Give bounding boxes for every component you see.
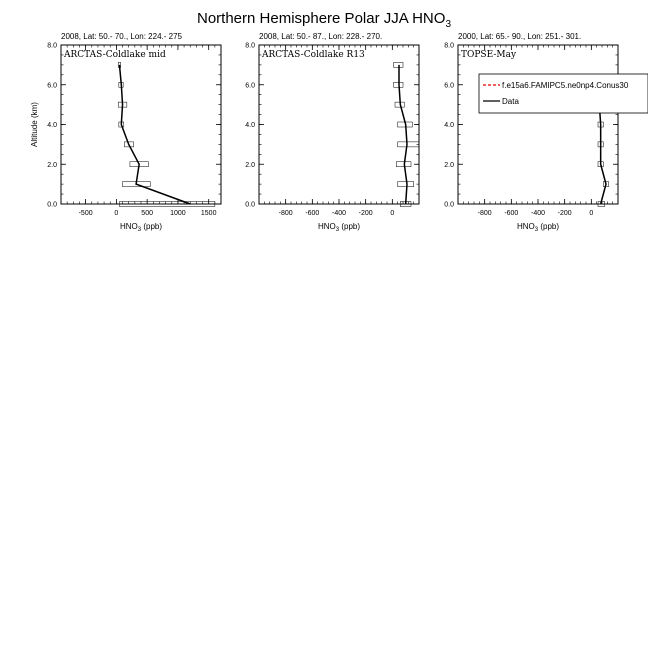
- axis-ticks: [245, 43, 419, 218]
- y-tick-label: 8.0: [47, 42, 57, 50]
- legend-label-model: f.e15a6.FAMIPC5.ne0np4.Conus30: [502, 81, 629, 90]
- y-tick-label: 8.0: [444, 42, 454, 50]
- legend-box: [479, 74, 648, 113]
- data-box: [398, 142, 419, 147]
- x-tick-label: 0: [114, 210, 119, 217]
- panel-arctas-coldlake-mid: [30, 32, 221, 233]
- y-tick-label: 4.0: [444, 122, 454, 129]
- y-tick-label: 6.0: [245, 82, 255, 90]
- x-tick-label: -400: [331, 210, 347, 217]
- x-axis-label: $HNO_3$ (ppb): [516, 222, 560, 233]
- x-tick-label: -500: [78, 210, 93, 217]
- legend-label-data: Data: [502, 97, 519, 106]
- y-tick-label: 6.0: [444, 82, 454, 90]
- y-axis-label: Altitude (km): [30, 102, 39, 147]
- y-tick-label: 2.0: [245, 161, 255, 169]
- plot-frame: [259, 45, 419, 204]
- plot-frame: [61, 45, 221, 204]
- x-tick-label: -600: [305, 210, 320, 217]
- figure-title: Northern Hemisphere Polar JJA $HNO_3$: [197, 10, 451, 30]
- x-axis-label: $HNO_3$ (ppb): [317, 222, 361, 233]
- x-tick-label: -800: [278, 210, 293, 217]
- y-tick-label: 0.0: [47, 201, 57, 209]
- x-axis-label: $HNO_3$ (ppb): [119, 222, 163, 233]
- x-tick-label: -400: [530, 210, 546, 217]
- data-box: [398, 182, 414, 187]
- x-tick-label: -200: [358, 210, 373, 217]
- legend: [479, 74, 648, 113]
- y-tick-label: 4.0: [47, 122, 57, 129]
- axis-ticks: [47, 43, 221, 218]
- data-series-line: [119, 65, 190, 204]
- x-tick-label: 500: [141, 210, 153, 217]
- panel-header: 2008, Lat: 50.- 70., Lon: 224.- 275: [61, 32, 182, 41]
- panel-arctas-coldlake-r13: [245, 32, 419, 233]
- campaign-label: ARCTAS-Coldlake mid: [64, 50, 166, 60]
- x-tick-label: 0: [390, 210, 395, 217]
- y-tick-label: 6.0: [47, 82, 57, 90]
- campaign-label: ARCTAS-Coldlake R13: [262, 50, 365, 60]
- panel-header: 2000, Lat: 65.- 90., Lon: 251.- 301.: [458, 32, 582, 41]
- y-tick-label: 0.0: [245, 201, 255, 209]
- panel-topse-may: [444, 32, 648, 233]
- x-tick-label: -200: [557, 210, 572, 217]
- x-tick-label: -800: [477, 210, 492, 217]
- x-tick-label: 1000: [170, 210, 186, 217]
- x-tick-label: -600: [504, 210, 519, 217]
- data-boxes: [118, 62, 215, 206]
- panel-header: 2008, Lat: 50.- 87., Lon: 228.- 270.: [259, 32, 383, 41]
- y-tick-label: 2.0: [444, 161, 454, 169]
- y-tick-label: 8.0: [245, 42, 255, 50]
- axis-ticks: [444, 43, 618, 218]
- plot-frame: [458, 45, 618, 204]
- x-tick-label: 1500: [200, 210, 217, 217]
- y-tick-label: 0.0: [444, 201, 454, 209]
- y-tick-label: 4.0: [245, 122, 255, 129]
- x-tick-label: 0: [589, 210, 594, 217]
- y-tick-label: 2.0: [47, 161, 57, 169]
- campaign-label: TOPSE-May: [461, 50, 517, 60]
